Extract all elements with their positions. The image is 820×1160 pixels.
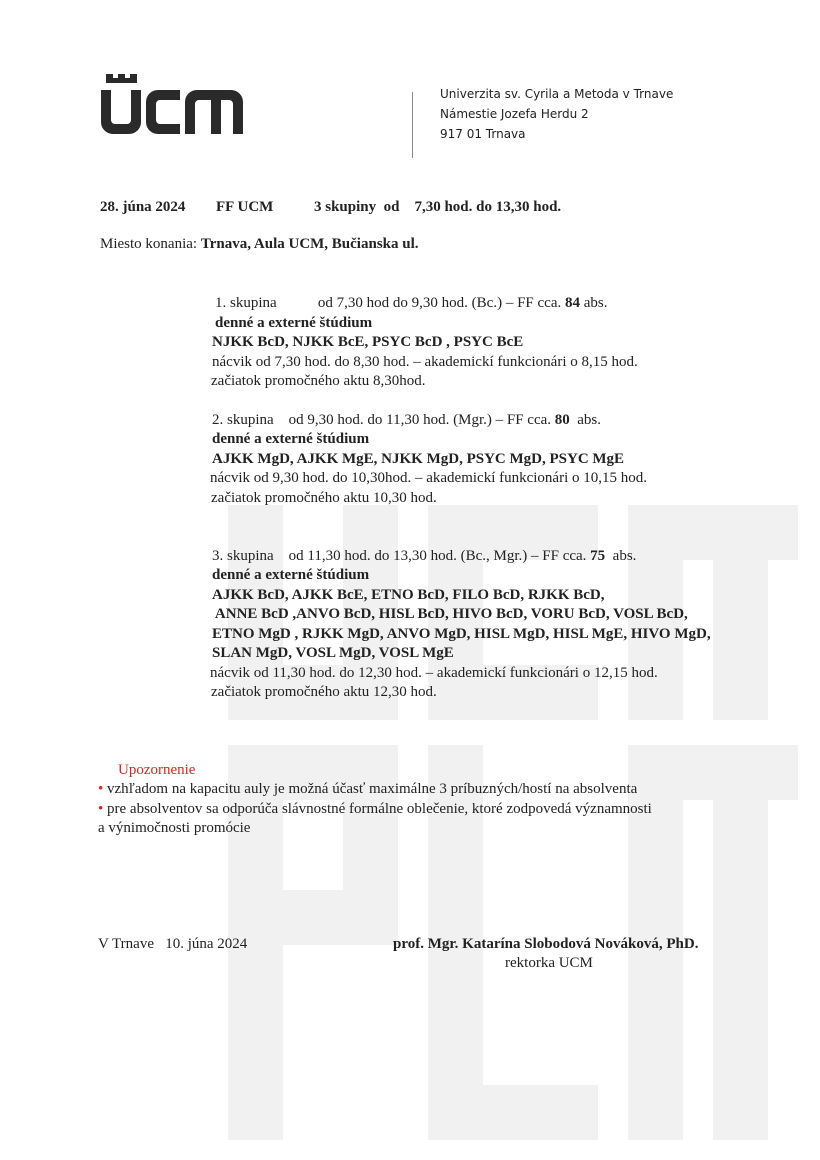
group3-abs: abs.: [605, 548, 637, 564]
group2-abs: abs.: [569, 412, 602, 428]
group1-programs: NJKK BcD, NJKK BcE, PSYC BcD , PSYC BcE: [212, 334, 524, 350]
signatory-role: rektorka UCM: [505, 955, 593, 971]
address-line: Námestie Jozefa Herdu 2: [440, 107, 589, 121]
group3-time: 3. skupina od 11,30 hod. do 13,30 hod. (Bc., Mgr.) – FF cca.: [212, 548, 591, 564]
group1-start: začiatok promočného aktu 8,30hod.: [211, 373, 426, 389]
group2-heading: [212, 411, 601, 431]
group2-count: 80: [554, 412, 570, 428]
group2-time: 2. skupina od 9,30 hod. do 11,30 hod. (Mgr.) – FF cca.: [212, 412, 555, 428]
venue-line: [100, 235, 419, 255]
header-divider: [412, 92, 413, 158]
group1-study: denné a externé štúdium: [215, 315, 373, 331]
event-faculty: FF UCM: [216, 199, 274, 215]
group1-heading: [215, 294, 607, 314]
group1-time: 1. skupina od 7,30 hod do 9,30 hod. (Bc.) – FF cca.: [215, 295, 565, 311]
event-groups-time: 3 skupiny od 7,30 hod. do 13,30 hod.: [314, 199, 562, 215]
bullet-icon: •: [98, 801, 104, 817]
event-date: 28. júna 2024: [100, 199, 186, 215]
group3-programs-line: ANNE BcD ,ANVO BcD, HISL BcD, HIVO BcD, VORU BcD, VOSL BcD,: [212, 606, 688, 622]
notice-title: Upozornenie: [118, 762, 196, 778]
address-line: 917 01 Trnava: [440, 127, 526, 141]
group1-count: 84: [564, 295, 580, 311]
address-line: Univerzita sv. Cyrila a Metoda v Trnave: [440, 87, 674, 101]
group3-rehearsal: nácvik od 11,30 hod. do 12,30 hod. – akademickí funkcionári o 12,15 hod.: [210, 665, 658, 681]
group1-rehearsal: nácvik od 7,30 hod. do 8,30 hod. – akademickí funkcionári o 8,15 hod.: [212, 354, 638, 370]
group1-abs: abs.: [579, 295, 608, 311]
group2-study: denné a externé štúdium: [212, 431, 370, 447]
group2-programs: AJKK MgD, AJKK MgE, NJKK MgD, PSYC MgD, PSYC MgE: [212, 451, 625, 467]
notice-item-text: vzhľadom na kapacitu auly je možná účasť maximálne 3 príbuzných/hostí na absolventa: [107, 781, 638, 797]
place-date: V Trnave 10. júna 2024: [98, 936, 248, 952]
group3-start: začiatok promočného aktu 12,30 hod.: [211, 684, 437, 700]
bullet-icon: •: [98, 781, 104, 797]
group3-programs-line: AJKK BcD, AJKK BcE, ETNO BcD, FILO BcD, RJKK BcD,: [212, 587, 605, 603]
venue-value: Trnava, Aula UCM, Bučianska ul.: [200, 236, 419, 252]
notice-item-text: pre absolventov sa odporúča slávnostné formálne oblečenie, ktoré zodpovedá významnosti: [107, 801, 652, 817]
group3-programs-line: SLAN MgD, VOSL MgD, VOSL MgE: [212, 645, 454, 661]
group3-programs-line: ETNO MgD , RJKK MgD, ANVO MgD, HISL MgD, HISL MgE, HIVO MgD,: [212, 626, 711, 642]
ucm-logo: [100, 72, 245, 138]
notice-item-continuation: a výnimočnosti promócie: [98, 820, 251, 836]
group2-start: začiatok promočného aktu 10,30 hod.: [211, 490, 437, 506]
notice-item: [98, 800, 652, 820]
group3-count: 75: [590, 548, 606, 564]
university-address: [440, 84, 673, 144]
signatory-name: prof. Mgr. Katarína Slobodová Nováková, PhD.: [393, 936, 699, 952]
group3-study: denné a externé štúdium: [212, 567, 370, 583]
group2-rehearsal: nácvik od 9,30 hod. do 10,30hod. – akademickí funkcionári o 10,15 hod.: [210, 470, 648, 486]
venue-label: Miesto konania:: [100, 236, 198, 252]
group3-heading: [212, 547, 636, 567]
notice-item: [98, 780, 637, 800]
